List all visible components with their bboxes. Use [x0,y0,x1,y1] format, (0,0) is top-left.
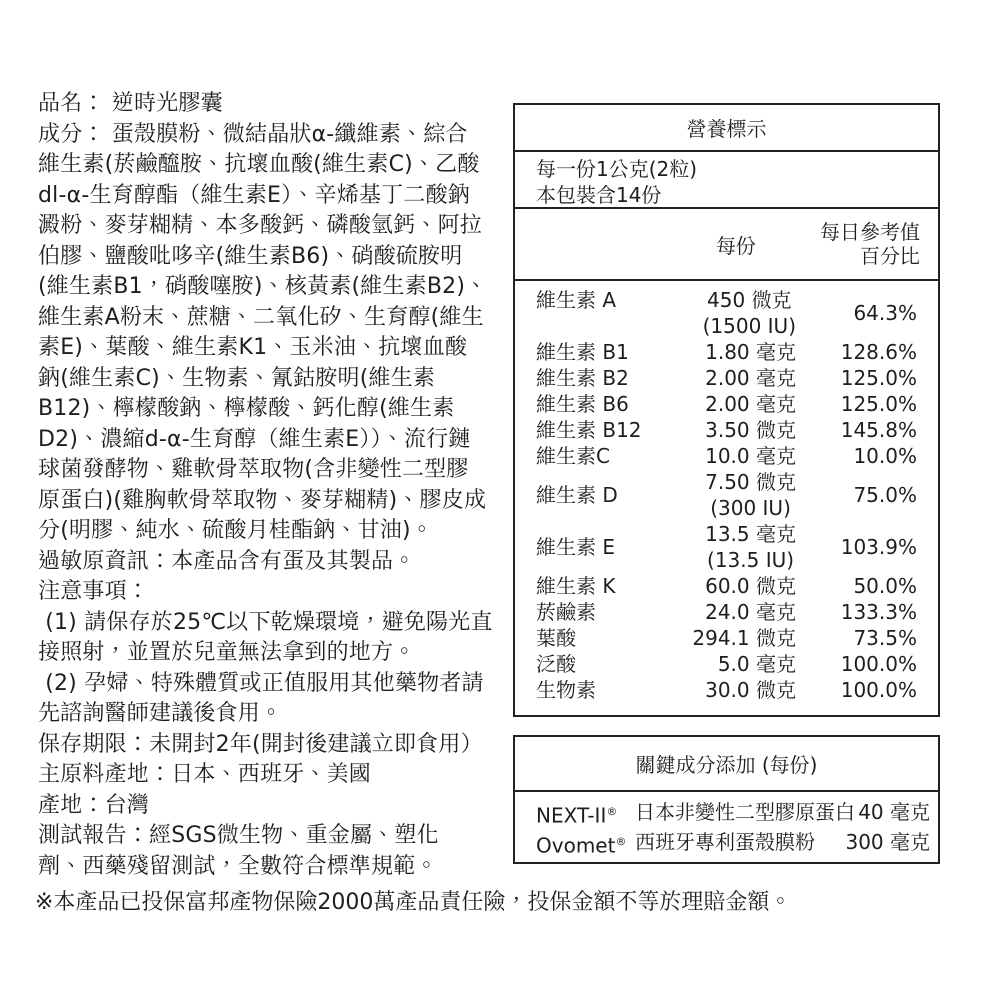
nutrient-row [515,521,938,573]
nutrient-amount: 60.0 微克 [705,574,796,598]
info-line: 原蛋白)(雞胸軟骨萃取物、麥芽糊精)、膠皮成 [38,487,487,513]
nutrient-amount: 24.0 毫克 [705,600,796,624]
nutrient-daily-value: 64.3% [853,301,917,325]
info-line: 澱粉、麥芽糊精、本多酸鈣、磷酸氫鈣、阿拉 [38,213,483,238]
nutrient-row [515,469,938,521]
info-line: 品名： 逆時光膠囊 [38,91,223,116]
key-ingredient-brand: NEXT-II® [536,803,618,828]
serving-info [515,152,938,209]
info-line: 先諮詢醫師建議後食用。 [38,701,283,726]
nutrient-name: 泛酸 [536,652,576,676]
nutrient-name: 維生素 D [536,483,618,507]
nutrient-name: 維生素 A [536,288,617,312]
nutrient-amount-block [705,521,796,573]
nutrition-rows [515,281,938,703]
info-line: 成分： 蛋殼膜粉、微結晶狀α-纖維素、綜合 [38,121,468,147]
insurance-note: ※本產品已投保富邦產物保險2000萬產品責任險，投保金額不等於理賠金額。 [35,890,792,915]
info-line: 主原料產地：日本、西班牙、美國 [38,762,372,787]
nutrient-name: 維生素 E [536,535,615,559]
nutrient-name: 葉酸 [536,626,576,650]
nutrient-row [515,391,938,417]
info-line: (2) 孕婦、特殊體質或正值服用其他藥物者請 [38,670,484,696]
daily-value-header-line2: 百分比 [860,244,920,268]
nutrient-row [515,651,938,677]
key-ingredient-amount: 40 毫克 [858,800,930,824]
nutrient-daily-value: 73.5% [853,626,917,650]
nutrient-name: 維生素 B1 [536,340,629,364]
nutrient-amount: 2.00 毫克 [705,392,796,416]
nutrient-amount: 30.0 微克 [705,678,796,702]
info-line: (維生素B1，硝酸噻胺)、核黃素(維生素B2)、 [38,274,488,299]
per-serving-header: 每份 [716,233,756,258]
nutrient-row [515,287,938,339]
nutrient-name: 維生素C [536,444,610,468]
nutrient-name: 維生素 B6 [536,392,629,416]
info-line: 注意事項： [38,579,150,604]
key-ingredients-rows [515,792,938,858]
nutrient-daily-value: 103.9% [840,535,917,559]
info-line: 維生素A粉末、蔗糖、二氧化矽、生育醇(維生 [38,304,484,330]
nutrient-amount-line2: (13.5 IU) [707,548,795,572]
info-line: 分(明膠、純水、硫酸月桂酯鈉、甘油)。 [38,518,433,543]
info-line: B12)、檸檬酸鈉、檸檬酸、鈣化醇(維生素 [38,396,455,421]
nutrient-amount-block [703,287,796,339]
nutrient-name: 維生素 B12 [536,418,642,442]
nutrient-name: 維生素 K [536,574,616,598]
info-line: 鈉(維生素C)、生物素、氰鈷胺明(維生素 [38,365,436,391]
nutrient-row [515,599,938,625]
servings-per-package: 本包裝含14份 [536,183,662,207]
info-line: (1) 請保存於25℃以下乾燥環境，避免陽光直 [38,609,493,635]
info-line: 過敏原資訊：本產品含有蛋及其製品。 [38,548,416,574]
nutrient-amount-line2: (300 IU) [710,496,791,520]
info-line: 素E)、葉酸、維生素K1、玉米油、抗壞血酸 [38,335,468,360]
nutrient-daily-value: 50.0% [853,574,917,598]
nutrient-amount: 1.80 毫克 [705,340,796,364]
info-line: 保存期限：未開封2年(開封後建議立即食用） [38,731,483,757]
nutrient-amount [676,287,796,339]
nutrient-daily-value: 125.0% [840,366,917,390]
serving-size: 每一份1公克(2粒) [536,157,698,181]
nutrition-column-headers [515,209,938,281]
key-ingredients-title [515,737,938,792]
registered-trademark-symbol: ® [606,805,618,818]
info-line: 劑、西藥殘留測試，全數符合標準規範。 [38,853,438,879]
nutrient-amount [676,469,796,521]
nutrient-amount [676,521,796,573]
daily-value-header [820,220,920,268]
nutrient-amount-line2: (1500 IU) [702,314,796,338]
nutrient-amount-line1: 7.50 微克 [705,470,796,494]
info-line: 產地：台灣 [38,792,150,818]
nutrition-table-title [515,105,938,152]
key-ingredient-brand: Ovomet® [536,833,627,858]
info-line: 接照射，並置於兒童無法拿到的地方。 [38,640,416,665]
nutrient-amount: 5.0 毫克 [717,652,796,676]
nutrient-row [515,443,938,469]
daily-value-header-line1: 每日參考值 [820,220,920,244]
nutrition-title-text: 營養標示 [686,117,767,141]
nutrient-amount-block [705,469,796,521]
nutrient-amount: 10.0 毫克 [705,444,796,468]
nutrient-row [515,625,938,651]
nutrient-name: 菸鹼素 [536,600,596,624]
key-ingredient-row [536,829,930,859]
info-line: 球菌發酵物、雞軟骨萃取物(含非變性二型膠 [38,457,469,482]
key-ingredient-description: 西班牙專利蛋殼膜粉 [635,829,815,854]
nutrient-amount: 294.1 微克 [692,626,796,650]
nutrient-amount-line1: 450 微克 [707,288,792,312]
nutrient-daily-value: 100.0% [840,678,917,702]
nutrient-daily-value: 100.0% [840,652,917,676]
nutrient-daily-value: 133.3% [840,600,917,624]
nutrient-daily-value: 75.0% [853,483,917,507]
info-line: dl-α-生育醇酯（維生素E）、辛烯基丁二酸鈉 [38,182,470,208]
info-line: 測試報告：經SGS微生物、重金屬、塑化 [38,823,439,848]
nutrition-facts-table [513,103,940,717]
nutrient-daily-value: 145.8% [840,418,917,442]
nutrient-row [515,573,938,599]
info-line: 維生素(菸鹼醯胺、抗壞血酸(維生素C)、乙酸 [38,152,480,177]
nutrient-amount: 3.50 微克 [705,418,796,442]
key-ingredient-description: 日本非變性二型膠原蛋白 [635,800,855,824]
nutrient-daily-value: 128.6% [840,340,917,364]
info-line: D2)、濃縮d-α-生育醇（維生素E））、流行鏈 [38,426,471,452]
registered-trademark-symbol: ® [615,834,627,848]
key-ingredients-table [513,735,940,864]
nutrient-amount-line1: 13.5 毫克 [705,522,796,546]
nutrient-daily-value: 125.0% [840,392,917,416]
nutrient-amount: 2.00 毫克 [705,366,796,390]
nutrient-name: 生物素 [536,678,596,702]
nutrient-row [515,365,938,391]
key-ingredients-title-text: 關鍵成分添加 (每份) [635,753,818,777]
nutrient-name: 維生素 B2 [536,366,629,390]
nutrient-row [515,417,938,443]
nutrient-daily-value: 10.0% [853,444,917,468]
product-info-text [38,89,516,882]
key-ingredient-amount: 300 毫克 [845,829,930,854]
key-ingredient-row [536,799,930,829]
nutrient-row [515,677,938,703]
nutrient-row [515,339,938,365]
info-line: 伯膠、鹽酸吡哆辛(維生素B6)、硝酸硫胺明 [38,243,463,269]
